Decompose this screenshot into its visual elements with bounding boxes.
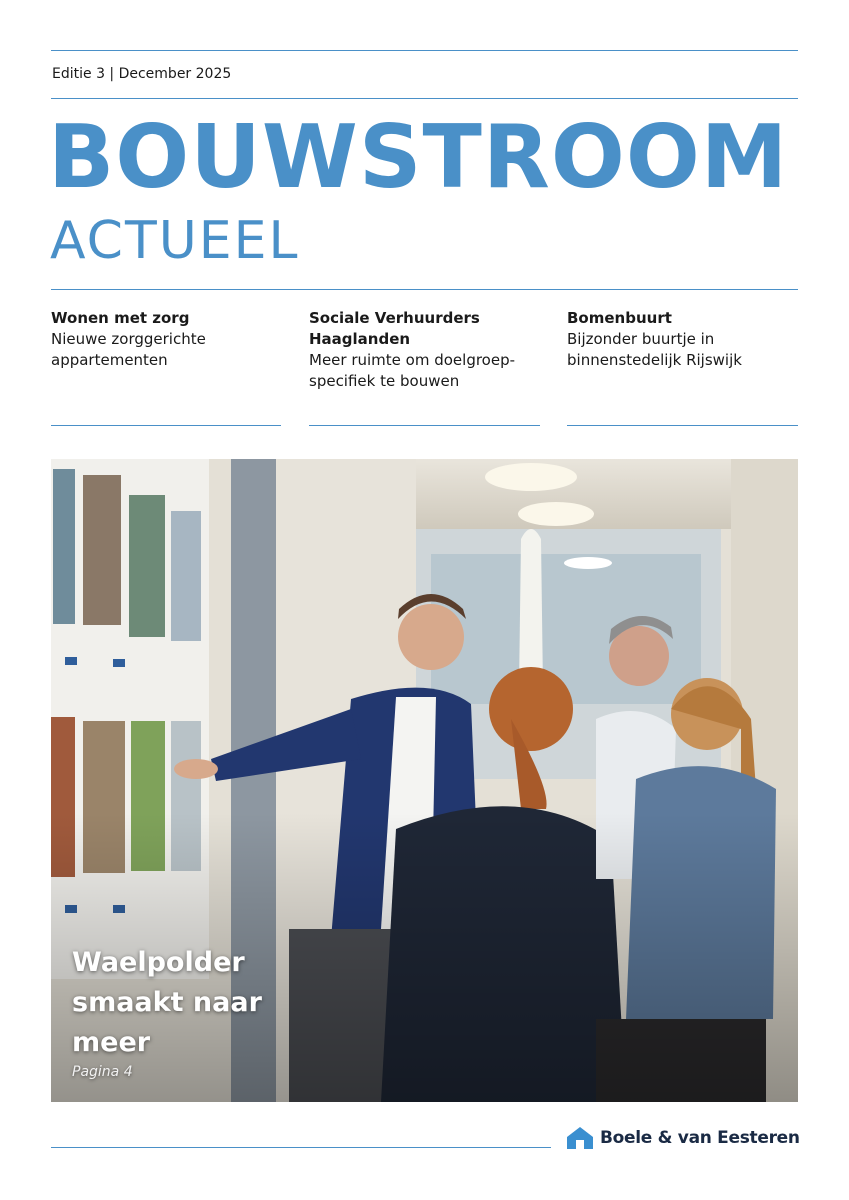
cover-story-page-ref: Pagina 4	[72, 1064, 133, 1080]
teaser-heading: Bomenbuurt	[567, 309, 672, 327]
teaser-rule-3	[567, 425, 798, 426]
cover-headline-text: Waelpolder smaakt naar meer	[72, 947, 262, 1058]
title-rule	[51, 289, 798, 290]
teaser-heading: Sociale Verhuurders Haaglanden	[309, 309, 480, 348]
publisher-logo	[566, 1124, 800, 1152]
teaser-rule-2	[309, 425, 540, 426]
top-rule	[51, 50, 798, 51]
masthead-subtitle: ACTUEEL	[50, 211, 300, 271]
cover-story-headline	[72, 943, 272, 1063]
teaser-rule-1	[51, 425, 281, 426]
teaser-body: Nieuwe zorggerichte appartementen	[51, 330, 206, 369]
logo-wordmark: Boele & van Eesteren	[600, 1128, 800, 1148]
house-icon	[566, 1126, 594, 1150]
cover-photo[interactable]	[51, 459, 798, 1102]
masthead-title: BOUWSTROOM	[48, 106, 789, 208]
teaser-body: Bijzonder buurtje in binnenstedelijk Rijswijk	[567, 330, 742, 369]
teaser-body: Meer ruimte om doelgroep-specifiek te bouwen	[309, 351, 516, 390]
teaser-wonen-met-zorg[interactable]	[51, 308, 283, 371]
teaser-bomenbuurt[interactable]	[567, 308, 799, 371]
edition-rule	[51, 98, 798, 99]
teaser-sociale-verhuurders[interactable]	[309, 308, 541, 392]
edition-label: Editie 3 | December 2025	[52, 66, 232, 82]
teaser-heading: Wonen met zorg	[51, 309, 190, 327]
bottom-rule	[51, 1147, 551, 1148]
